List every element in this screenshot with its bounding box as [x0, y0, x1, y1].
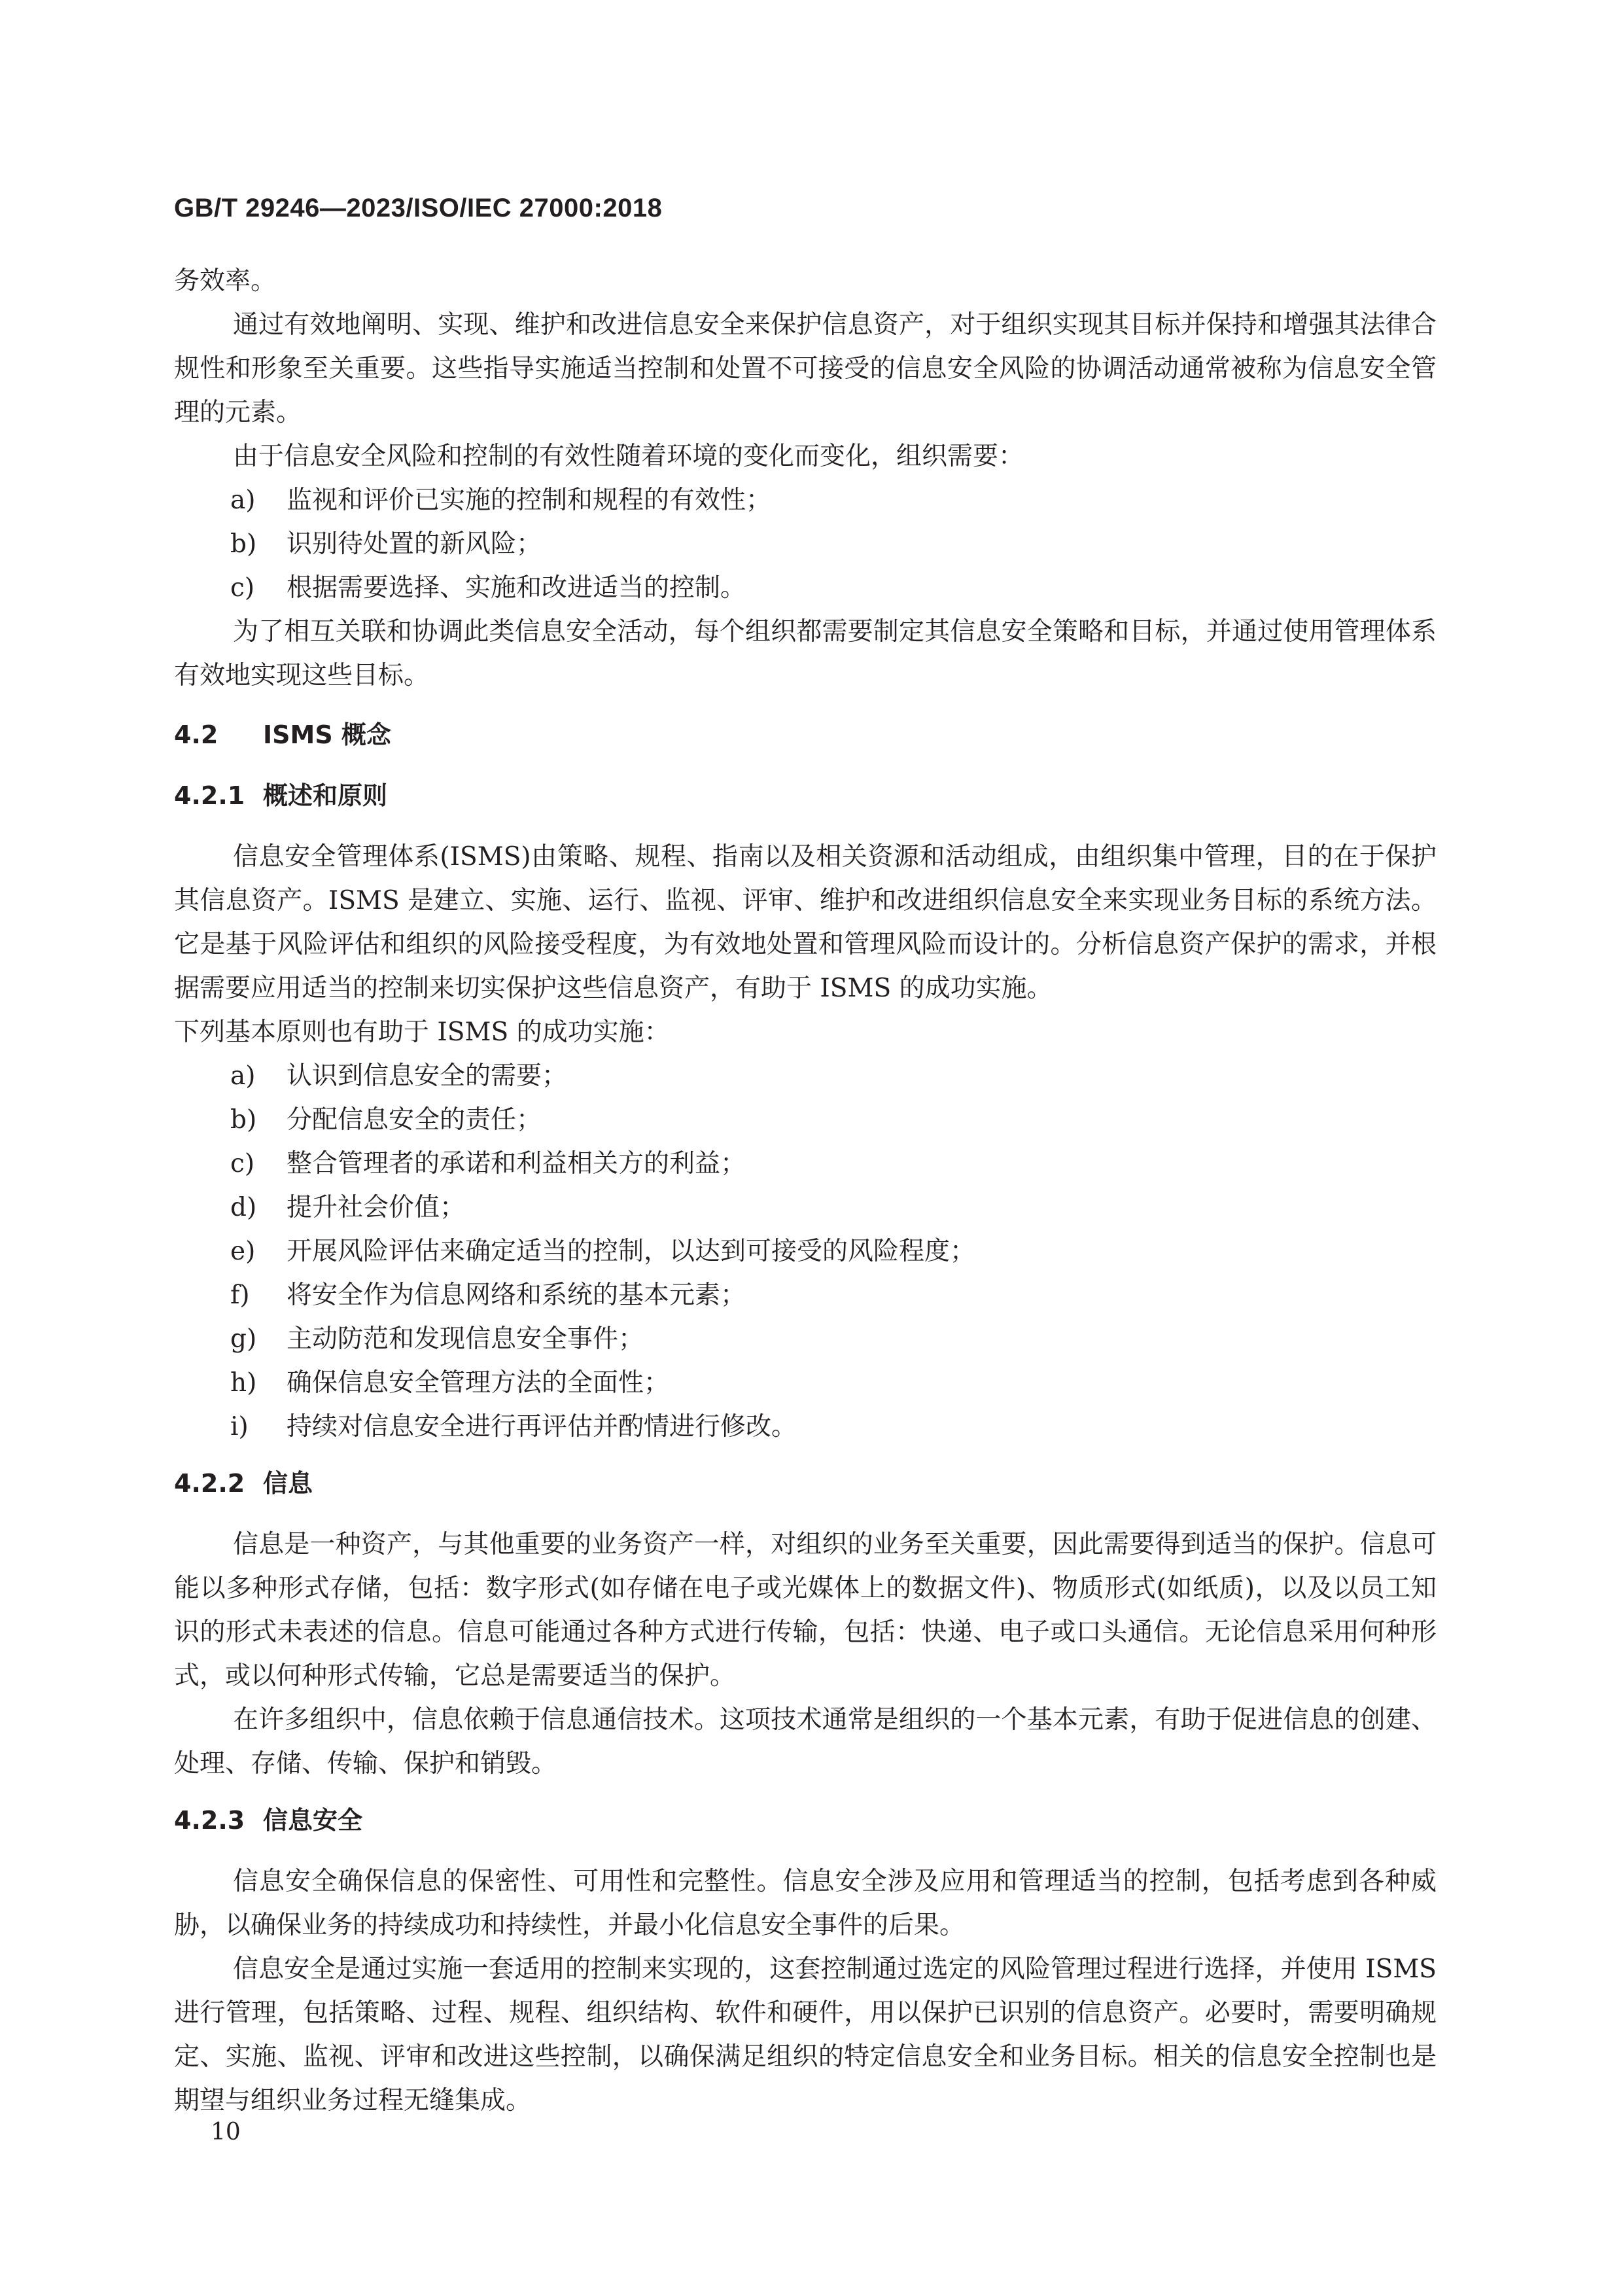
list-item: [174, 478, 1437, 522]
section-heading-4-2-3: [174, 1799, 1437, 1843]
section-title: 信息: [263, 1469, 313, 1498]
list-item: [174, 1054, 1437, 1098]
paragraph: 在许多组织中，信息依赖于信息通信技术。这项技术通常是组织的一个基本元素，有助于促进信息的创建、处理、存储、传输、保护和销毁。: [174, 1705, 1437, 1778]
list-item: [174, 1229, 1437, 1273]
paragraph: 通过有效地阐明、实现、维护和改进信息安全来保护信息资产，对于组织实现其目标并保持和增强其法律合规性和形象至关重要。这些指导实施适当控制和处置不可接受的信息安全风险的协调活动通常被称为信息安全管理的元素。: [174, 310, 1437, 427]
list-item-text: 根据需要选择、实施和改进适当的控制。: [287, 573, 746, 603]
list-item: [174, 1405, 1437, 1449]
list-item: [174, 1142, 1437, 1186]
list-item-label: c): [230, 1149, 255, 1178]
list-item: [174, 522, 1437, 566]
list-item-label: a): [230, 486, 256, 515]
list-item-label: i): [230, 1412, 249, 1441]
paragraph: 信息安全管理体系(ISMS)由策略、规程、指南以及相关资源和活动组成，由组织集中管理，目的在于保护其信息资产。ISMS 是建立、实施、运行、监视、评审、维护和改进组织信息安全来实现业务目标的系统方法。它是基于风险评估和组织的风险接受程度，为有效地处置和管理风险而设计的。分析信息资产保护的需求，并根据需要应用适当的控制来切实保护这些信息资产，有助于 ISMS 的成功实施。: [174, 842, 1437, 1003]
list-item-label: b): [230, 1105, 257, 1135]
section-number: 4.2.3: [174, 1806, 245, 1835]
list-item-label: d): [230, 1193, 257, 1222]
list-item-text: 整合管理者的承诺和利益相关方的利益；: [287, 1149, 746, 1178]
list-item-text: 监视和评价已实施的控制和规程的有效性；: [287, 486, 772, 515]
standard-header: GB/T 29246—2023/ISO/IEC 27000:2018: [174, 194, 663, 222]
section-title: 信息安全: [263, 1806, 363, 1835]
section-heading-4-2: [174, 713, 1437, 757]
list-item: [174, 1098, 1437, 1142]
list-item-label: b): [230, 529, 257, 559]
list-item: [174, 1317, 1437, 1361]
list-item-text: 确保信息安全管理方法的全面性；: [287, 1368, 670, 1398]
paragraph: 信息安全是通过实施一套适用的控制来实现的，这套控制通过选定的风险管理过程进行选择，并使用 ISMS 进行管理，包括策略、过程、规程、组织结构、软件和硬件，用以保护已识别的信息资产。必要时，需要明确规定、实施、监视、评审和改进这些控制，以确保满足组织的特定信息安全和业务目标。相关的信息安全控制也是期望与组织业务过程无缝集成。: [174, 1954, 1437, 2115]
list-item-label: f): [230, 1280, 250, 1310]
list-item-label: e): [230, 1237, 256, 1266]
list-principles: [174, 1054, 1437, 1449]
list-item: [174, 566, 1437, 610]
paragraph-continuation: 务效率。: [174, 266, 277, 296]
page-number: 10: [211, 2119, 241, 2146]
paragraph: 信息是一种资产，与其他重要的业务资产一样，对组织的业务至关重要，因此需要得到适当的保护。信息可能以多种形式存储，包括：数字形式(如存储在电子或光媒体上的数据文件)、物质形式(如纸质)，以及以员工知识的形式未表述的信息。信息可能通过各种方式进行传输，包括：快递、电子或口头通信。无论信息采用何种形式，或以何种形式传输，它总是需要适当的保护。: [174, 1530, 1437, 1691]
paragraph: 由于信息安全风险和控制的有效性随着环境的变化而变化，组织需要：: [233, 442, 1024, 471]
paragraph: 信息安全确保信息的保密性、可用性和完整性。信息安全涉及应用和管理适当的控制，包括考虑到各种威胁，以确保业务的持续成功和持续性，并最小化信息安全事件的后果。: [174, 1867, 1437, 1940]
list-item-text: 提升社会价值；: [287, 1193, 466, 1222]
section-heading-4-2-1: [174, 774, 1437, 818]
list-item-text: 主动防范和发现信息安全事件；: [287, 1324, 644, 1354]
section-number: 4.2.2: [174, 1469, 245, 1498]
list-needs: [174, 478, 1437, 610]
section-number: 4.2: [174, 720, 218, 749]
list-item-label: h): [230, 1368, 257, 1398]
list-item-text: 开展风险评估来确定适当的控制，以达到可接受的风险程度；: [287, 1237, 976, 1266]
list-item-text: 识别待处置的新风险；: [287, 529, 542, 559]
list-item-label: a): [230, 1061, 256, 1091]
list-item: [174, 1186, 1437, 1229]
list-item: [174, 1361, 1437, 1405]
body-text: [174, 259, 1437, 2123]
section-title: ISMS 概念: [263, 720, 391, 749]
section-number: 4.2.1: [174, 781, 245, 810]
paragraph: 为了相互关联和协调此类信息安全活动，每个组织都需要制定其信息安全策略和目标，并通过使用管理体系有效地实现这些目标。: [174, 617, 1437, 690]
section-title: 概述和原则: [263, 781, 388, 810]
list-item-text: 将安全作为信息网络和系统的基本元素；: [287, 1280, 746, 1310]
list-item: [174, 1273, 1437, 1317]
list-item-text: 认识到信息安全的需要；: [287, 1061, 568, 1091]
paragraph: 下列基本原则也有助于 ISMS 的成功实施：: [174, 1017, 670, 1047]
list-item-label: c): [230, 573, 255, 603]
section-heading-4-2-2: [174, 1462, 1437, 1506]
list-item-text: 持续对信息安全进行再评估并酌情进行修改。: [287, 1412, 797, 1441]
list-item-label: g): [230, 1324, 257, 1354]
list-item-text: 分配信息安全的责任；: [287, 1105, 542, 1135]
